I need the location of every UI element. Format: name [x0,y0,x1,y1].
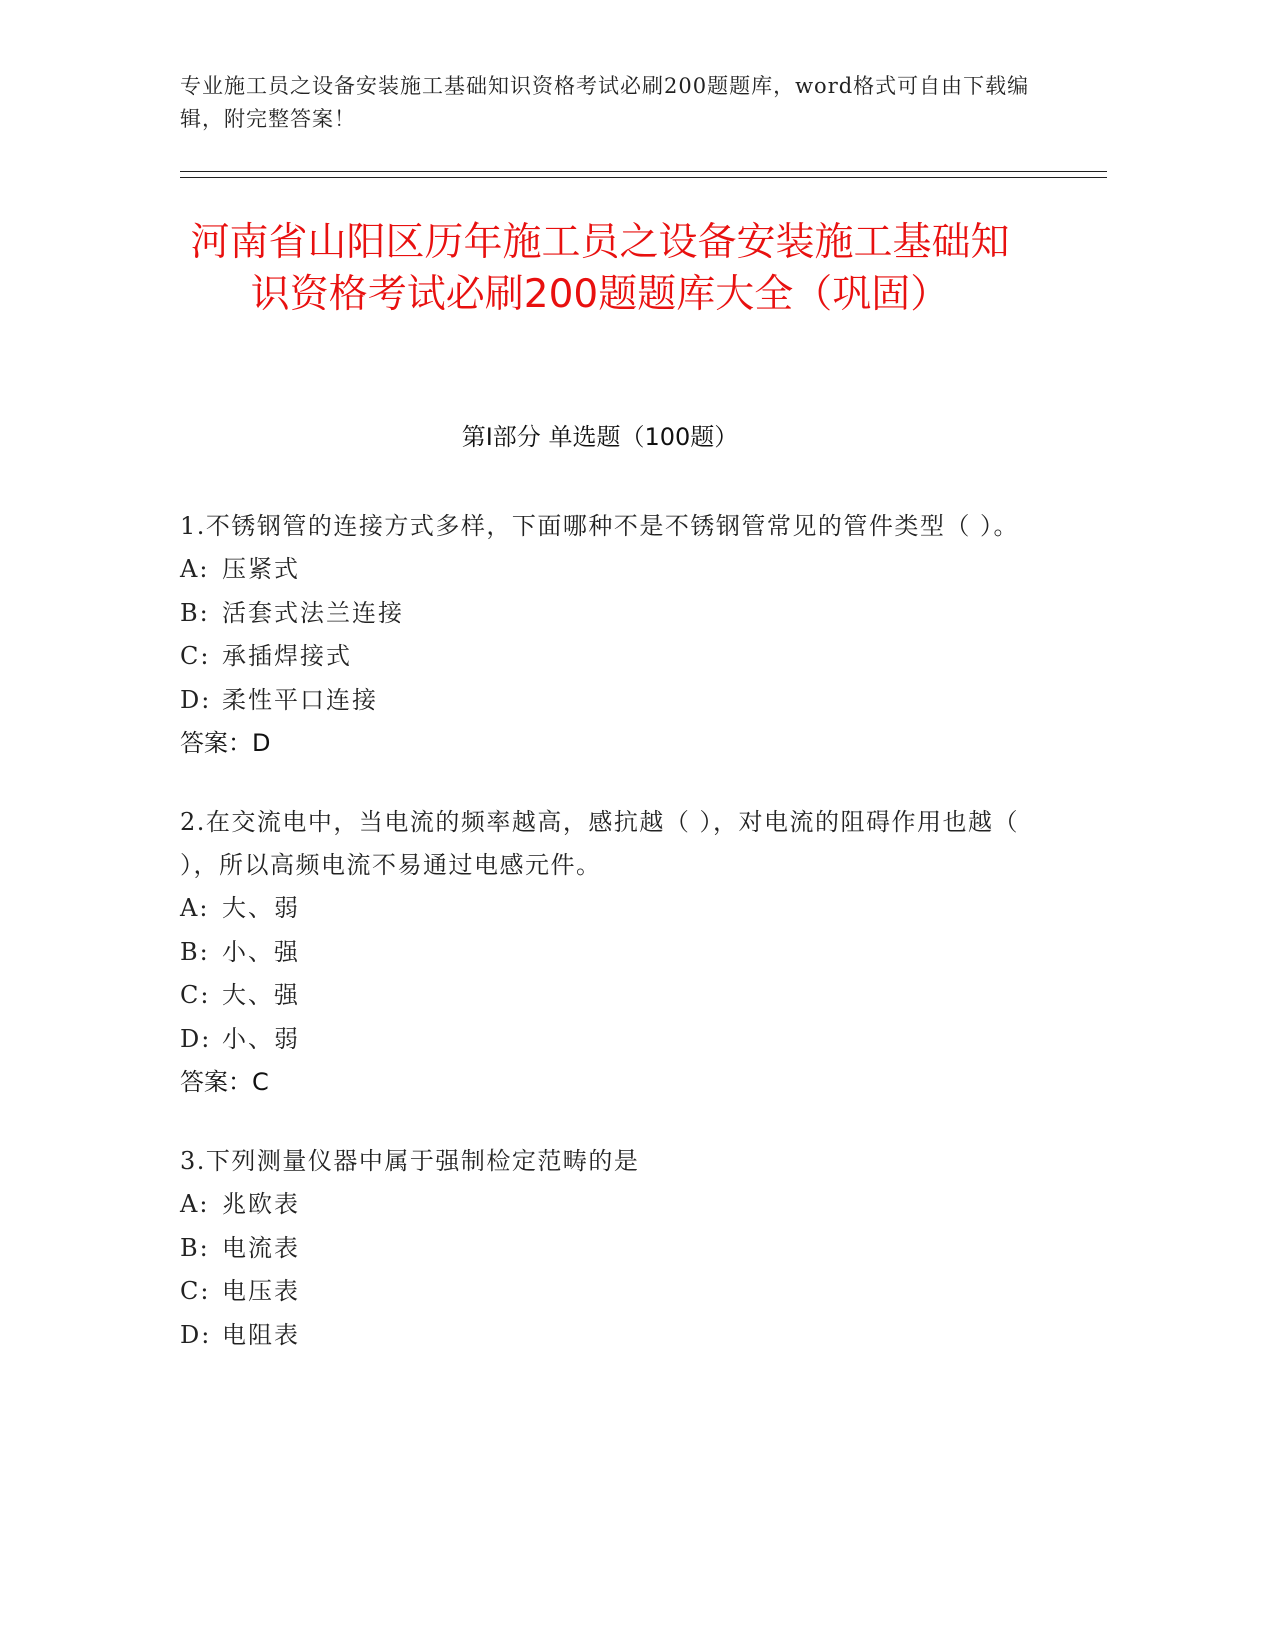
option-text: 大、强 [222,981,300,1009]
option-letter: B: [180,1233,210,1262]
option-text: 柔性平口连接 [222,685,378,714]
question-text: 2.在交流电中，当电流的频率越高，感抗越（ ），对电流的阻碍作用也越（ ），所以高频电流不易通过电感元件。 [180,808,1020,879]
option-text: 大、弱 [222,894,300,922]
option-d [180,679,1040,723]
option-c [180,635,1040,679]
option-letter: D: [180,685,212,714]
option-letter: B: [180,598,210,627]
header-divider-bottom [180,177,1107,178]
option-a [180,887,1040,931]
document-title: 河南省山阳区历年施工员之设备安装施工基础知识资格考试必刷200题题库大全（巩固） [190,220,1010,317]
option-a [180,548,1040,592]
question-text: 1.不锈钢管的连接方式多样，下面哪种不是不锈钢管常见的管件类型（ ）。 [180,512,1020,540]
option-letter: C: [180,642,211,670]
option-d [180,1018,1040,1062]
option-c [180,974,1040,1018]
option-b [180,1227,1040,1271]
question-text: 3.下列测量仪器中属于强制检定范畴的是 [180,1147,640,1175]
option-letter: B: [180,937,210,966]
answer-label: 答案：D [180,729,271,757]
question-1 [180,505,1040,765]
option-text: 压紧式 [222,555,300,583]
option-letter: A: [180,555,210,583]
option-text: 承插焊接式 [222,642,352,670]
option-d [180,1314,1040,1358]
option-letter: D: [180,1320,212,1349]
option-letter: A: [180,1190,210,1218]
section-heading: 第I部分 单选题（100题） [461,423,739,451]
option-text: 电压表 [222,1277,300,1305]
question-3 [180,1140,1040,1357]
question-2 [180,801,1040,1104]
option-letter: C: [180,981,211,1009]
option-text: 小、弱 [222,1024,300,1053]
option-letter: D: [180,1024,212,1053]
answer-label: 答案：C [180,1068,269,1096]
option-c [180,1270,1040,1314]
option-b [180,592,1040,636]
option-text: 活套式法兰连接 [222,598,404,627]
option-text: 兆欧表 [222,1190,300,1218]
option-letter: A: [180,894,210,922]
option-b [180,931,1040,975]
question-list [180,505,1040,1393]
option-text: 电阻表 [222,1320,300,1349]
option-text: 小、强 [222,937,300,966]
option-text: 电流表 [222,1233,300,1262]
option-a [180,1183,1040,1227]
option-letter: C: [180,1277,211,1305]
header-divider-top [180,171,1107,172]
header-note: 专业施工员之设备安装施工基础知识资格考试必刷200题题库，word格式可自由下载编辑，附完整答案！ [180,74,1030,131]
